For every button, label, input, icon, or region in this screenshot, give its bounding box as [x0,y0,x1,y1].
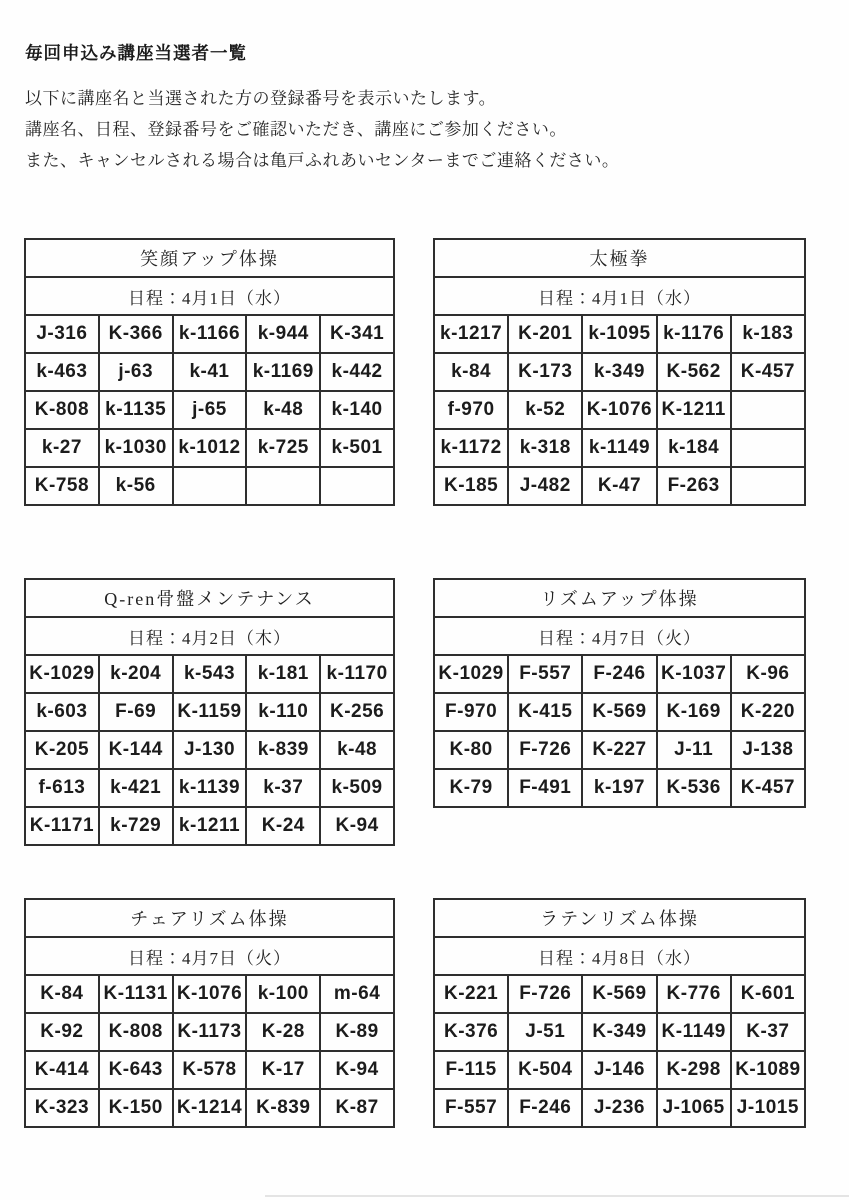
registration-cell: K-221 [434,975,508,1013]
registration-cell: k-725 [246,429,320,467]
course-title-row [434,579,805,617]
table-row [434,391,805,429]
registration-cell: F-115 [434,1051,508,1089]
course-table-rhythm-up-taiso [433,578,806,808]
registration-cell: J-146 [582,1051,656,1089]
course-schedule: 日程：4月1日（水） [434,277,805,315]
registration-cell: K-1037 [657,655,731,693]
table-row [25,693,394,731]
table-row [25,1089,394,1127]
registration-cell: k-183 [731,315,805,353]
registration-cell: K-457 [731,353,805,391]
registration-cell: K-758 [25,467,99,505]
registration-cell: j-65 [173,391,247,429]
registration-cell: k-1172 [434,429,508,467]
course-table-header [25,239,394,315]
registration-cell: K-376 [434,1013,508,1051]
registration-cell: k-318 [508,429,582,467]
registration-cell: K-96 [731,655,805,693]
registration-grid [434,975,805,1127]
registration-cell [731,429,805,467]
course-schedule: 日程：4月1日（水） [25,277,394,315]
registration-cell: k-543 [173,655,247,693]
registration-grid [25,315,394,505]
registration-cell: K-37 [731,1013,805,1051]
registration-grid [434,655,805,807]
registration-cell: K-349 [582,1013,656,1051]
registration-cell: K-1131 [99,975,173,1013]
registration-cell: k-1149 [582,429,656,467]
registration-cell: F-246 [582,655,656,693]
table-row [434,315,805,353]
registration-cell: K-457 [731,769,805,807]
registration-cell: K-1173 [173,1013,247,1051]
intro-line-2: 講座名、日程、登録番号をご確認いただき、講座にご参加ください。 [25,120,567,139]
course-title: チェアリズム体操 [25,899,394,937]
course-title: 太極拳 [434,239,805,277]
registration-cell: J-138 [731,731,805,769]
registration-cell: k-1135 [99,391,173,429]
table-row [25,1051,394,1089]
table-row [25,429,394,467]
registration-cell: K-1076 [173,975,247,1013]
registration-cell: K-17 [246,1051,320,1089]
registration-cell: K-220 [731,693,805,731]
table-row [434,1013,805,1051]
course-schedule: 日程：4月2日（木） [25,617,394,655]
registration-cell: K-47 [582,467,656,505]
registration-cell: K-808 [25,391,99,429]
registration-cell: k-52 [508,391,582,429]
registration-cell: m-64 [320,975,394,1013]
registration-cell: k-184 [657,429,731,467]
registration-cell: K-839 [246,1089,320,1127]
registration-cell: J-130 [173,731,247,769]
registration-cell: k-48 [320,731,394,769]
registration-cell: K-341 [320,315,394,353]
course-title: リズムアップ体操 [434,579,805,617]
course-schedule: 日程：4月7日（火） [434,617,805,655]
registration-cell: k-37 [246,769,320,807]
empty-region [173,467,247,505]
course-table-taikyokuken [433,238,806,506]
table-row [25,807,394,845]
table-row [434,769,805,807]
registration-cell: J-1015 [731,1089,805,1127]
registration-cell: K-28 [246,1013,320,1051]
registration-cell: K-79 [434,769,508,807]
registration-cell: k-944 [246,315,320,353]
registration-cell: K-89 [320,1013,394,1051]
registration-cell: K-562 [657,353,731,391]
course-table-header [434,899,805,975]
registration-cell: f-970 [434,391,508,429]
registration-cell: F-246 [508,1089,582,1127]
registration-cell: K-94 [320,807,394,845]
registration-cell: k-27 [25,429,99,467]
registration-cell: K-1029 [25,655,99,693]
course-schedule-row [25,617,394,655]
registration-cell: k-48 [246,391,320,429]
course-title-row [25,579,394,617]
registration-cell: K-256 [320,693,394,731]
table-row [434,1089,805,1127]
course-title-row [434,899,805,937]
registration-cell: K-173 [508,353,582,391]
course-schedule-row [25,937,394,975]
registration-cell: J-482 [508,467,582,505]
registration-cell: K-366 [99,315,173,353]
course-table-header [434,579,805,655]
registration-cell: k-1166 [173,315,247,353]
registration-cell: k-41 [173,353,247,391]
registration-cell: K-150 [99,1089,173,1127]
intro-text [25,83,619,176]
empty-region [246,467,320,505]
registration-cell: K-1089 [731,1051,805,1089]
registration-cell: k-84 [434,353,508,391]
table-row [25,1013,394,1051]
course-title-row [25,239,394,277]
course-title-row [25,899,394,937]
registration-cell: k-197 [582,769,656,807]
registration-cell: K-536 [657,769,731,807]
course-schedule: 日程：4月8日（水） [434,937,805,975]
registration-cell: k-204 [99,655,173,693]
registration-cell: J-316 [25,315,99,353]
page-title: 毎回申込み講座当選者一覧 [25,43,247,63]
registration-cell: K-643 [99,1051,173,1089]
registration-cell: K-144 [99,731,173,769]
registration-cell: k-421 [99,769,173,807]
registration-cell: k-1012 [173,429,247,467]
registration-cell: k-509 [320,769,394,807]
course-schedule-row [434,937,805,975]
course-table-header [25,899,394,975]
registration-cell: F-726 [508,731,582,769]
registration-grid [25,655,394,845]
registration-cell [731,467,805,505]
registration-cell: K-80 [434,731,508,769]
registration-cell: F-970 [434,693,508,731]
registration-cell: k-100 [246,975,320,1013]
table-row [25,315,394,353]
registration-cell: K-185 [434,467,508,505]
registration-cell: F-726 [508,975,582,1013]
registration-cell: K-84 [25,975,99,1013]
registration-grid [434,315,805,505]
course-title-row [434,239,805,277]
registration-cell: k-181 [246,655,320,693]
registration-cell: K-578 [173,1051,247,1089]
registration-cell: k-501 [320,429,394,467]
table-row [25,353,394,391]
registration-cell: k-56 [99,467,173,505]
registration-cell: F-69 [99,693,173,731]
registration-cell: F-557 [508,655,582,693]
registration-cell: K-776 [657,975,731,1013]
registration-cell: k-349 [582,353,656,391]
registration-cell: J-236 [582,1089,656,1127]
registration-cell: k-1139 [173,769,247,807]
registration-cell: K-569 [582,975,656,1013]
registration-cell: f-613 [25,769,99,807]
registration-cell: K-298 [657,1051,731,1089]
course-schedule-row [25,277,394,315]
registration-cell: J-51 [508,1013,582,1051]
registration-cell: k-1095 [582,315,656,353]
course-schedule: 日程：4月7日（火） [25,937,394,975]
intro-line-3: また、キャンセルされる場合は亀戸ふれあいセンターまでご連絡ください。 [25,151,620,170]
registration-cell: K-1159 [173,693,247,731]
registration-cell: K-415 [508,693,582,731]
registration-cell: F-491 [508,769,582,807]
course-title: 笑顔アップ体操 [25,239,394,277]
registration-cell: J-11 [657,731,731,769]
registration-cell: K-94 [320,1051,394,1089]
registration-cell: F-557 [434,1089,508,1127]
table-row [434,353,805,391]
registration-cell: K-92 [25,1013,99,1051]
registration-cell: K-201 [508,315,582,353]
registration-cell: k-140 [320,391,394,429]
course-title: Q-ren骨盤メンテナンス [25,579,394,617]
registration-cell: k-729 [99,807,173,845]
registration-cell: K-1149 [657,1013,731,1051]
registration-cell: k-603 [25,693,99,731]
table-row [25,731,394,769]
registration-cell: k-1030 [99,429,173,467]
table-row [434,429,805,467]
table-row [25,655,394,693]
course-schedule-row [434,617,805,655]
course-table-header [434,239,805,315]
registration-cell: K-205 [25,731,99,769]
table-row [434,975,805,1013]
registration-cell: K-227 [582,731,656,769]
course-table-latin-rhythm-taiso [433,898,806,1128]
scan-artifact-line [265,1195,849,1197]
table-row [434,467,805,505]
registration-cell: K-1029 [434,655,508,693]
registration-cell: K-1214 [173,1089,247,1127]
registration-cell: k-110 [246,693,320,731]
registration-cell: K-169 [657,693,731,731]
registration-cell: K-1076 [582,391,656,429]
registration-cell: K-808 [99,1013,173,1051]
table-row [434,731,805,769]
intro-line-1: 以下に講座名と当選された方の登録番号を表示いたします。 [25,89,497,108]
course-table-egao-up-taiso [24,238,395,506]
registration-cell: K-569 [582,693,656,731]
registration-cell: k-463 [25,353,99,391]
registration-cell: K-504 [508,1051,582,1089]
registration-cell: k-1170 [320,655,394,693]
registration-cell: F-263 [657,467,731,505]
table-row [25,975,394,1013]
registration-cell: J-1065 [657,1089,731,1127]
registration-grid [25,975,394,1127]
table-row [434,655,805,693]
table-row [434,693,805,731]
registration-cell: K-87 [320,1089,394,1127]
registration-cell [731,391,805,429]
table-row [434,1051,805,1089]
registration-cell: K-24 [246,807,320,845]
table-row [25,467,394,505]
course-table-qren-kotsuban-maintenance [24,578,395,846]
course-title: ラテンリズム体操 [434,899,805,937]
registration-cell: k-1176 [657,315,731,353]
registration-cell: K-1211 [657,391,731,429]
course-table-header [25,579,394,655]
registration-cell: K-601 [731,975,805,1013]
course-schedule-row [434,277,805,315]
empty-region [320,467,394,505]
registration-cell: K-1171 [25,807,99,845]
table-row [25,391,394,429]
table-row [25,769,394,807]
registration-cell: k-1169 [246,353,320,391]
registration-cell: k-442 [320,353,394,391]
registration-cell: K-323 [25,1089,99,1127]
registration-cell: k-1217 [434,315,508,353]
course-table-chair-rhythm-taiso [24,898,395,1128]
registration-cell: k-839 [246,731,320,769]
registration-cell: k-1211 [173,807,247,845]
registration-cell: K-414 [25,1051,99,1089]
registration-cell: j-63 [99,353,173,391]
